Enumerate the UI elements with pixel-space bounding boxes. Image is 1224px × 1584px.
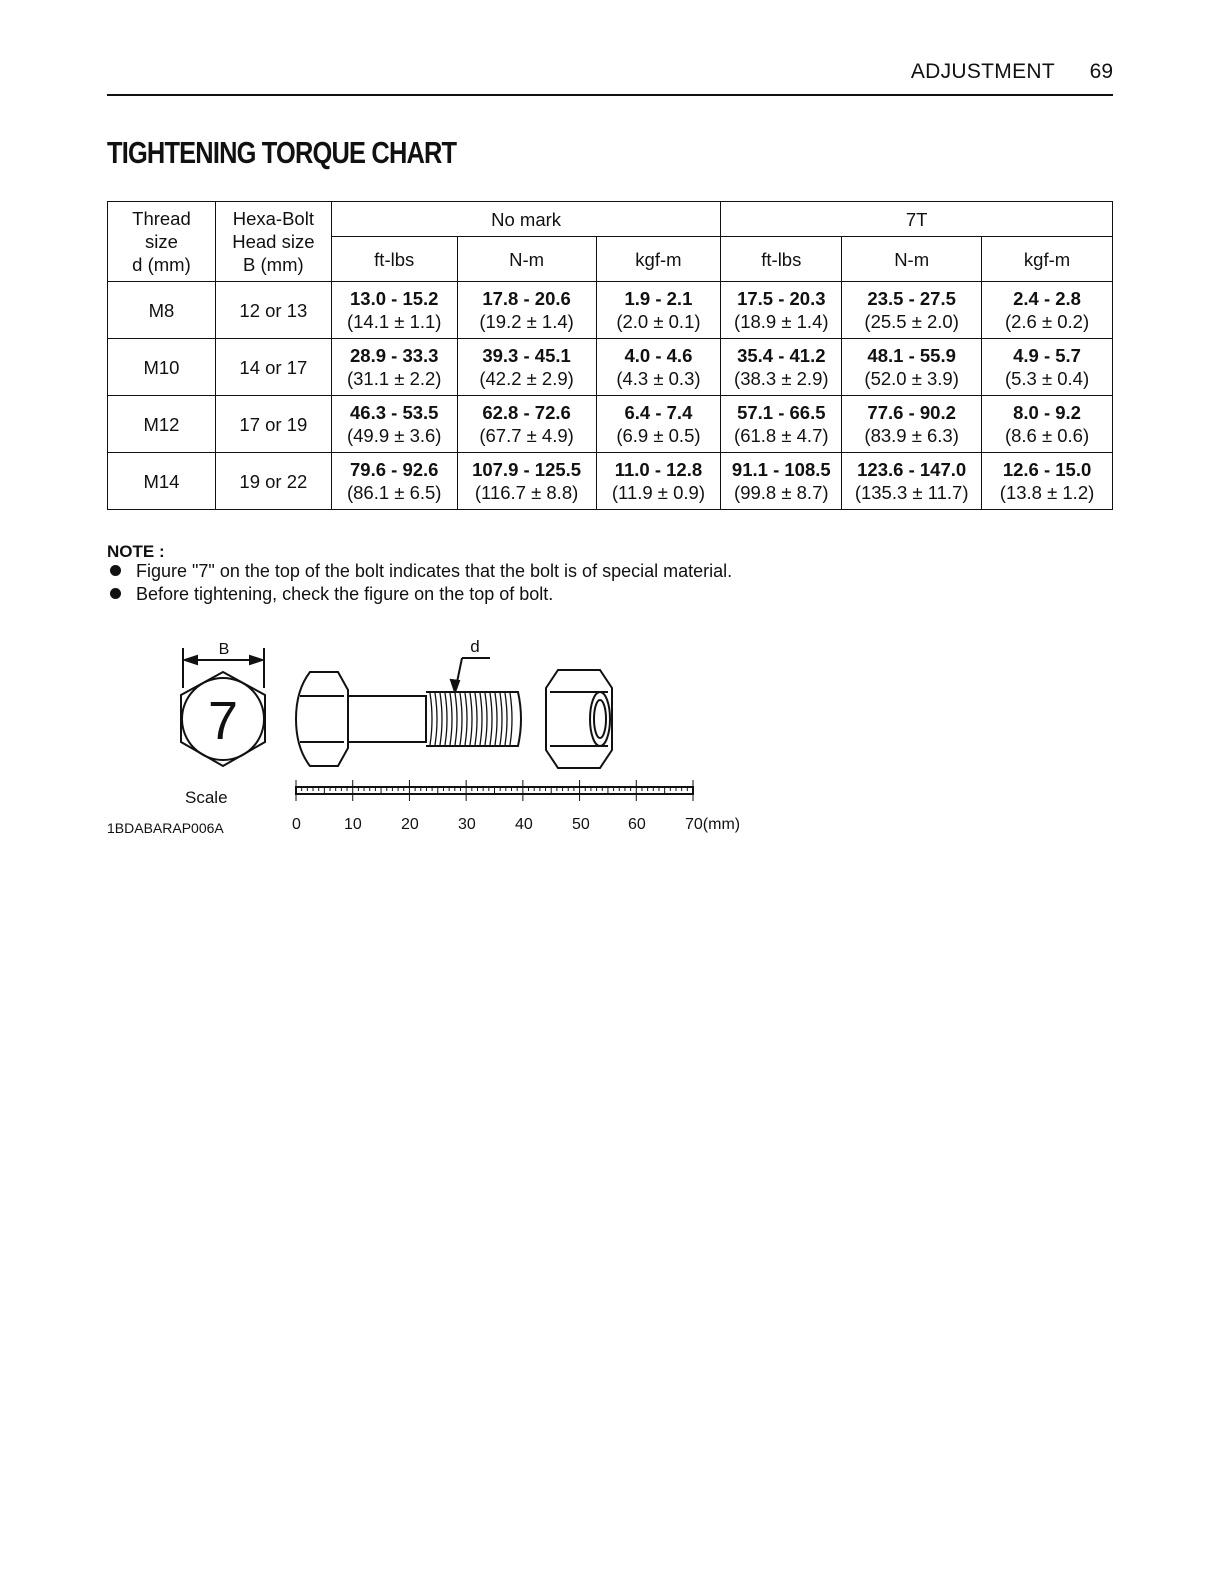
torque-cell: 2.4 - 2.8 (2.6 ± 0.2) [982, 282, 1113, 339]
torque-cell: 28.9 - 33.3 (31.1 ± 2.2) [331, 339, 457, 396]
torque-cell: 11.0 - 12.8 (11.9 ± 0.9) [596, 453, 721, 510]
no-mark-group-header: No mark [331, 202, 721, 237]
table-header-row [108, 202, 1113, 237]
torque-cell: 48.1 - 55.9 (52.0 ± 3.9) [842, 339, 982, 396]
torque-cell: 39.3 - 45.1 (42.2 ± 2.9) [457, 339, 596, 396]
torque-cell: 13.0 - 15.2 (14.1 ± 1.1) [331, 282, 457, 339]
torque-cell: 62.8 - 72.6 (67.7 ± 4.9) [457, 396, 596, 453]
thread-size-cell: M8 [108, 282, 216, 339]
thread-size-cell: M10 [108, 339, 216, 396]
note-heading: NOTE : [107, 542, 165, 561]
scale-tick-label: 0 [292, 816, 301, 833]
bullet-icon [110, 588, 121, 599]
scale-ticks [296, 780, 693, 801]
torque-cell: 17.8 - 20.6 (19.2 ± 1.4) [457, 282, 596, 339]
scale-tick-label: 30 [458, 816, 476, 833]
bolt-diagram [100, 630, 780, 850]
scale-tick-label: 70(mm) [685, 816, 741, 833]
torque-table [107, 201, 1113, 510]
torque-cell: 8.0 - 9.2 (8.6 ± 0.6) [982, 396, 1113, 453]
unit-header: ft-lbs [331, 237, 457, 282]
scale-tick-label: 20 [401, 816, 419, 833]
unit-header: kgf-m [982, 237, 1113, 282]
figure-id: 1BDABARAP006A [107, 820, 224, 836]
thread-size-cell: M14 [108, 453, 216, 510]
torque-cell: 4.9 - 5.7 (5.3 ± 0.4) [982, 339, 1113, 396]
table-row [108, 453, 1113, 510]
torque-cell: 17.5 - 20.3 (18.9 ± 1.4) [721, 282, 842, 339]
scale-tick-label: 10 [344, 816, 362, 833]
section-title: ADJUSTMENT [910, 60, 1055, 83]
dimension-d-label: d [470, 637, 480, 656]
torque-cell: 46.3 - 53.5 (49.9 ± 3.6) [331, 396, 457, 453]
torque-cell: 4.0 - 4.6 (4.3 ± 0.3) [596, 339, 721, 396]
unit-header: N-m [457, 237, 596, 282]
unit-header: N-m [842, 237, 982, 282]
head-size-cell: 17 or 19 [215, 396, 331, 453]
thread-hatching [430, 693, 512, 745]
unit-header: ft-lbs [721, 237, 842, 282]
7t-group-header: 7T [721, 202, 1113, 237]
torque-cell: 12.6 - 15.0 (13.8 ± 1.2) [982, 453, 1113, 510]
table-row [108, 396, 1113, 453]
scale-tick-label: 40 [515, 816, 533, 833]
page-number: 69 [1089, 60, 1113, 83]
thread-size-header: Thread size d (mm) [108, 202, 216, 282]
dimension-b-label: B [218, 641, 230, 658]
bolt-mark-text: 7 [207, 691, 239, 751]
torque-cell: 35.4 - 41.2 (38.3 ± 2.9) [721, 339, 842, 396]
table-row [108, 339, 1113, 396]
torque-cell: 91.1 - 108.5 (99.8 ± 8.7) [721, 453, 842, 510]
note-bullet: Before tightening, check the figure on the top of bolt. [110, 584, 553, 605]
note-bullet: Figure "7" on the top of the bolt indicates that the bolt is of special material. [110, 561, 732, 582]
thread-size-cell: M12 [108, 396, 216, 453]
scale-label: Scale [185, 788, 228, 807]
unit-header: kgf-m [596, 237, 721, 282]
scale-tick-label: 50 [572, 816, 590, 833]
torque-cell: 123.6 - 147.0 (135.3 ± 11.7) [842, 453, 982, 510]
bullet-icon [110, 565, 121, 576]
scale-tick-label: 60 [628, 816, 646, 833]
torque-cell: 107.9 - 125.5 (116.7 ± 8.8) [457, 453, 596, 510]
page-title: TIGHTENING TORQUE CHART [107, 135, 457, 170]
head-size-cell: 12 or 13 [215, 282, 331, 339]
torque-cell: 1.9 - 2.1 (2.0 ± 0.1) [596, 282, 721, 339]
head-size-cell: 14 or 17 [215, 339, 331, 396]
page-header [107, 58, 1113, 96]
head-size-header: Hexa-Bolt Head size B (mm) [215, 202, 331, 282]
torque-cell: 6.4 - 7.4 (6.9 ± 0.5) [596, 396, 721, 453]
torque-cell: 57.1 - 66.5 (61.8 ± 4.7) [721, 396, 842, 453]
head-size-cell: 19 or 22 [215, 453, 331, 510]
table-row [108, 282, 1113, 339]
torque-cell: 79.6 - 92.6 (86.1 ± 6.5) [331, 453, 457, 510]
torque-cell: 77.6 - 90.2 (83.9 ± 6.3) [842, 396, 982, 453]
torque-cell: 23.5 - 27.5 (25.5 ± 2.0) [842, 282, 982, 339]
